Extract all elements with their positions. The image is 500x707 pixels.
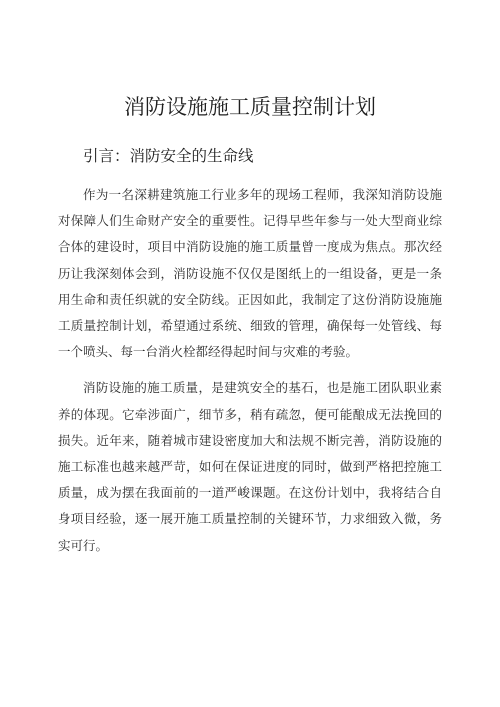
document-title: 消防设施施工质量控制计划 [124, 95, 376, 119]
paragraph: 消防设施的施工质量，是建筑安全的基石，也是施工团队职业素养的体现。它牵涉面广，细节多，稍有疏忽，便可能酿成无法挽回的损失。近年来，随着城市建设密度加大和法规不断完善，消防设施的施工标准也越来越严苛，如何在保证进度的同时，做到严格把控施工质量，成为摆在我面前的一道严峻课题。在这份计划中，我将结合自身项目经验，逐一展开施工质量控制的关键环节，力求细致入微，务实可行。 [58, 380, 442, 553]
paragraph: 作为一名深耕建筑施工行业多年的现场工程师，我深知消防设施对保障人们生命财产安全的重要性。记得早些年参与一处大型商业综合体的建设时，项目中消防设施的施工质量曾一度成为焦点。那次经历让我深刻体会到，消防设施不仅仅是图纸上的一组设备，更是一条用生命和责任织就的安全防线。正因如此，我制定了这份消防设施施工质量控制计划，希望通过系统、细致的管理，确保每一处管线、每一个喷头、每一台消火栓都经得起时间与灾难的考验。 [58, 187, 442, 360]
section-heading: 引言：消防安全的生命线 [83, 147, 254, 165]
document-body [58, 182, 442, 569]
